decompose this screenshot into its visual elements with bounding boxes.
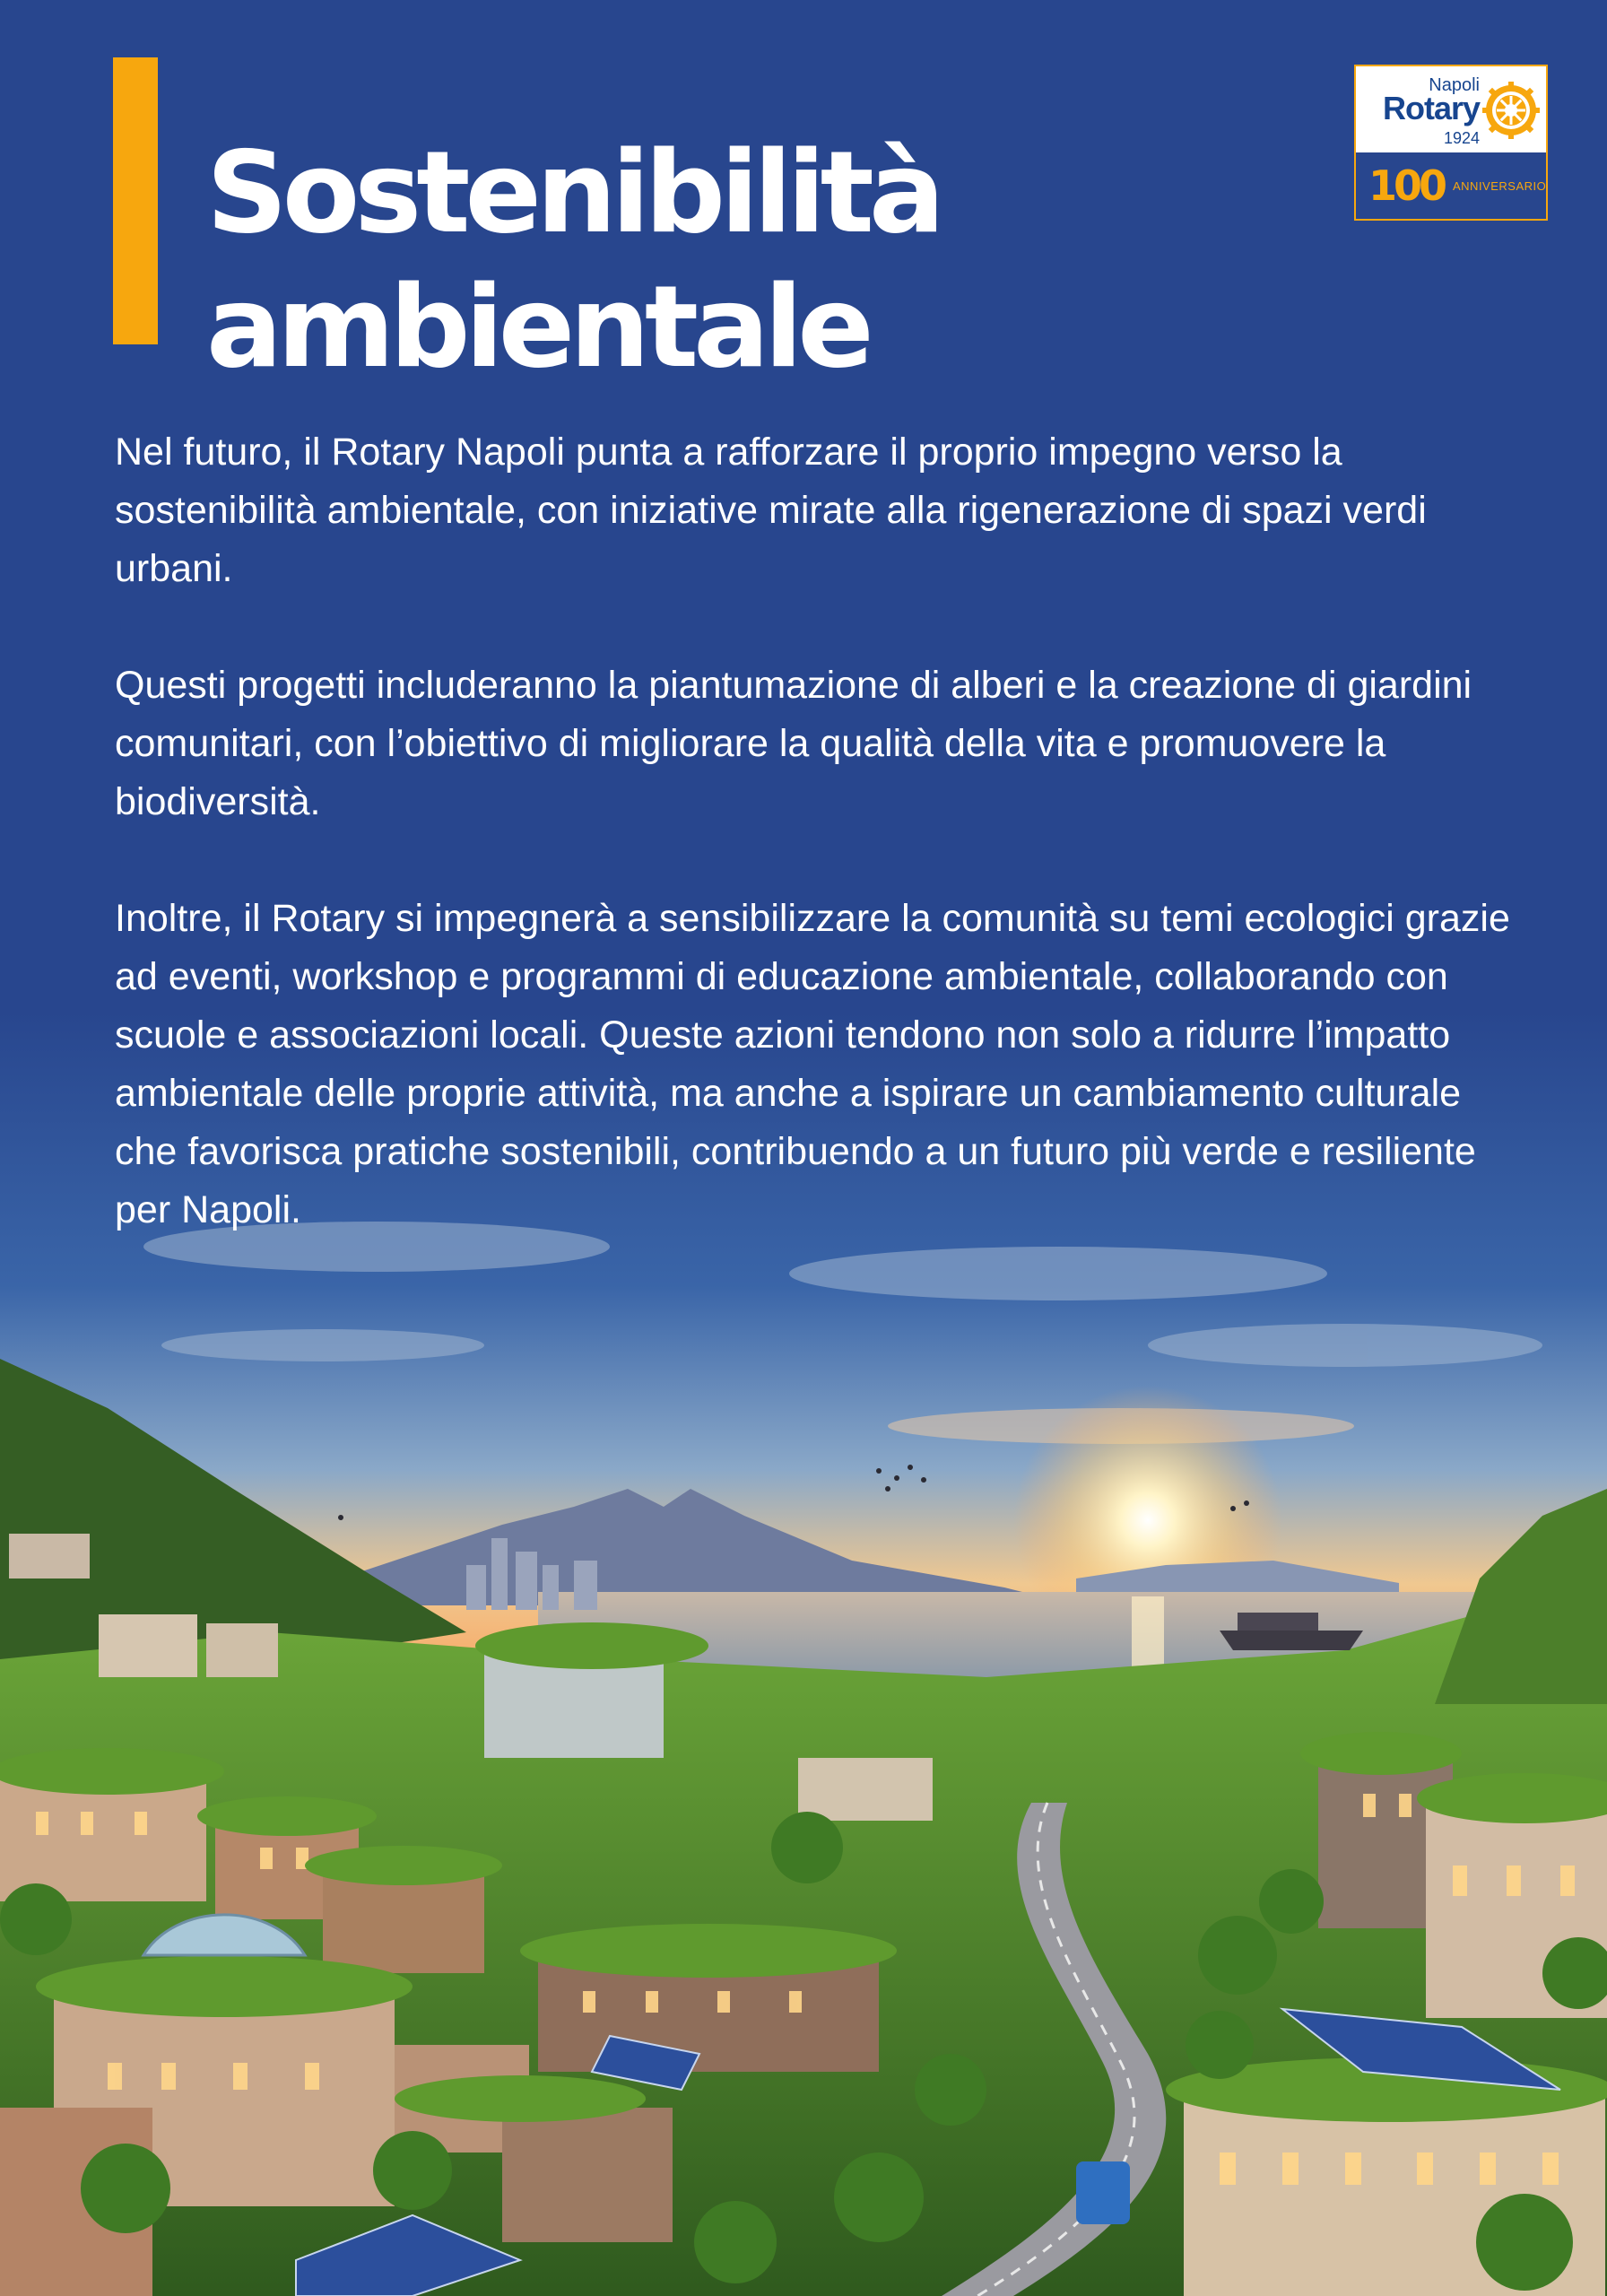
title-line-1: Sostenibilità (206, 126, 940, 258)
paragraph-2: Questi progetti includeranno la piantumazione di alberi e la creazione di giardini comunitari, con l’obiettivo di migliorare la qualità della vita e promuovere la biodiversità. (115, 664, 1472, 823)
logo-anniversary (1363, 161, 1547, 212)
page-title (206, 126, 940, 395)
body-text (115, 423, 1514, 1298)
logo-name: Rotary (1382, 90, 1480, 126)
title-line-2: ambientale (206, 261, 869, 393)
rotary-logo (1354, 65, 1548, 221)
anniversary-number: 100 (1368, 161, 1445, 210)
bus (1076, 2161, 1130, 2224)
anniversary-label: ANNIVERSARIO (1453, 179, 1547, 193)
logo-top-panel (1356, 66, 1546, 152)
logo-year: 1924 (1443, 129, 1480, 147)
rotary-wheel-icon (1481, 81, 1541, 140)
ship (1220, 1631, 1363, 1650)
accent-bar (113, 57, 158, 344)
paragraph-3: Inoltre, il Rotary si impegnerà a sensibilizzare la comunità su temi ecologici grazie ad eventi, workshop e programmi di educazione ambientale, collaborando con scuole e associazioni locali. Queste azioni tendono non solo a ridurre l’impatto ambientale delle proprie attività, ma anche a ispirare un cambiamento culturale che favorisca pratiche sostenibili, contribuendo a un futuro più verde e resiliente per Napoli. (115, 897, 1510, 1231)
logo-city: Napoli (1429, 75, 1480, 95)
paragraph-1: Nel futuro, il Rotary Napoli punta a rafforzare il proprio impegno verso la sostenibilità ambientale, con iniziative mirate alla rigenerazione di spazi verdi urbani. (115, 430, 1427, 590)
